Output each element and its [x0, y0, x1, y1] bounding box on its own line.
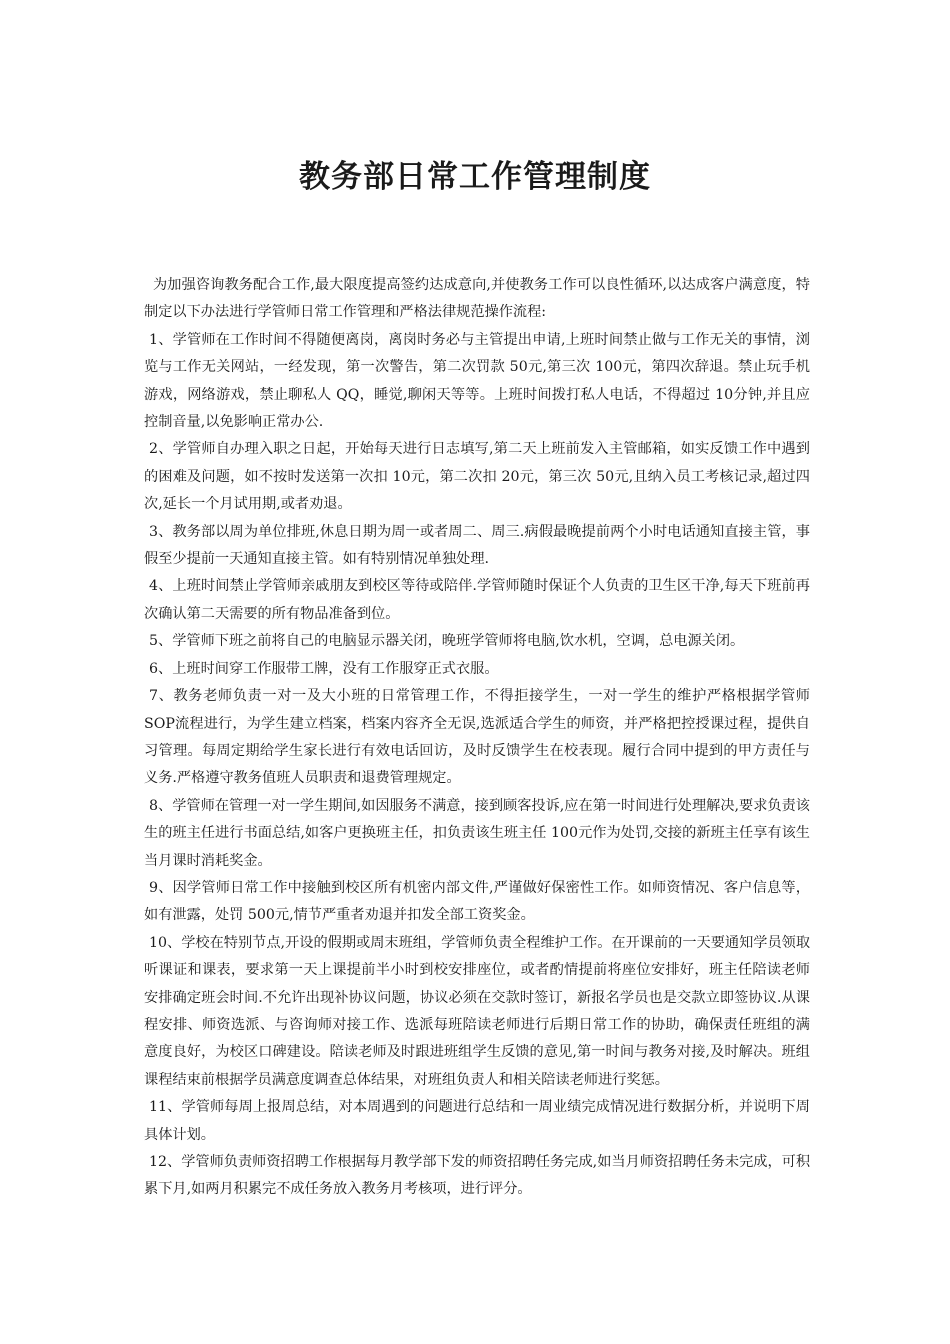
rule-item-10: 10、学校在特别节点,开设的假期或周末班组，学管师负责全程维护工作。在开课前的一天要通知学员领取听课证和课表，要求第一天上课提前半小时到校安排座位，或者酌情提前将座位安排好，班主任陪读老师安排确定班会时间.不允许出现补协议问题，协议必须在交款时签订，新报名学员也是交款立即签协议.从课程安排、师资选派、与咨询师对接工作、选派每班陪读老师进行后期日常工作的协助，确保责任班组的满意度良好，为校区口碑建设。陪读老师及时跟进班组学生反馈的意见,第一时间与教务对接,及时解决。班组课程结束前根据学员满意度调查总体结果，对班组负责人和相关陪读老师进行奖惩。	[144, 934, 811, 1088]
rule-item-4: 4、上班时间禁止学管师亲戚朋友到校区等待或陪伴.学管师随时保证个人负责的卫生区干净,每天下班前再次确认第二天需要的所有物品准备到位。	[144, 578, 810, 622]
rule-item-7: 7、教务老师负责一对一及大小班的日常管理工作，不得拒接学生，一对一学生的维护严格根据学管师 SOP流程进行，为学生建立档案，档案内容齐全无误,选派适合学生的师资，并严格把控授课过程，提供自习管理。每周定期给学生家长进行有效电话回访，及时反馈学生在校表现。履行合同中提到的甲方责任与义务.严格遵守教务值班人员职责和退费管理规定。	[144, 688, 810, 787]
intro-paragraph: 为加强咨询教务配合工作,最大限度提高签约达成意向,并使教务工作可以良性循环,以达成客户满意度，特制定以下办法进行学管师日常工作管理和严格法律规范操作流程:	[144, 277, 810, 321]
rule-item-5: 5、学管师下班之前将自己的电脑显示器关闭，晚班学管师将电脑,饮水机，空调，总电源关闭。	[149, 633, 745, 650]
rule-item-9: 9、因学管师日常工作中接触到校区所有机密内部文件,严谨做好保密性工作。如师资情况、客户信息等，如有泄露，处罚 500元,情节严重者劝退并扣发全部工资奖金。	[144, 879, 810, 924]
rule-item-11: 11、学管师每周上报周总结，对本周遇到的问题进行总结和一周业绩完成情况进行数据分析，并说明下周具体计划。	[144, 1099, 810, 1143]
rule-item-8: 8、学管师在管理一对一学生期间,如因服务不满意，接到顾客投诉,应在第一时间进行处理解决,要求负责该生的班主任进行书面总结,如客户更换班主任，扣负责该生班主任 100元作为处罚,交接的新班主任享有该生当月课时消耗奖金。	[144, 797, 810, 869]
rule-item-1: 1、学管师在工作时间不得随便离岗，离岗时务必与主管提出申请,上班时间禁止做与工作无关的事情，浏览与工作无关网站，一经发现，第一次警告，第二次罚款 50元,第三次 100元，第四次辞退。禁止玩手机游戏，网络游戏，禁止聊私人 QQ，睡觉,聊闲天等等。上班时间拨打私人电话，不得超过 10分钟,并且应控制音量,以免影响正常办公.	[144, 331, 810, 431]
rule-item-2: 2、学管师自办理入职之日起，开始每天进行日志填写,第二天上班前发入主管邮箱，如实反馈工作中遇到的困难及问题，如不按时发送第一次扣 10元，第二次扣 20元，第三次 50元,且纳入员工考核记录,超过四次,延长一个月试用期,或者劝退。	[144, 441, 810, 513]
document-title: 教务部日常工作管理制度	[299, 159, 651, 195]
rule-item-6: 6、上班时间穿工作服带工牌，没有工作服穿正式衣服。	[149, 660, 499, 677]
rule-item-3: 3、教务部以周为单位排班,休息日期为周一或者周二、周三.病假最晚提前两个小时电话通知直接主管，事假至少提前一天通知直接主管。如有特别情况单独处理.	[144, 523, 810, 568]
document-body	[144, 272, 810, 1204]
rule-item-12: 12、学管师负责师资招聘工作根据每月教学部下发的师资招聘任务完成,如当月师资招聘任务未完成，可积累下月,如两月积累完不成任务放入教务月考核项，进行评分。	[144, 1154, 811, 1198]
